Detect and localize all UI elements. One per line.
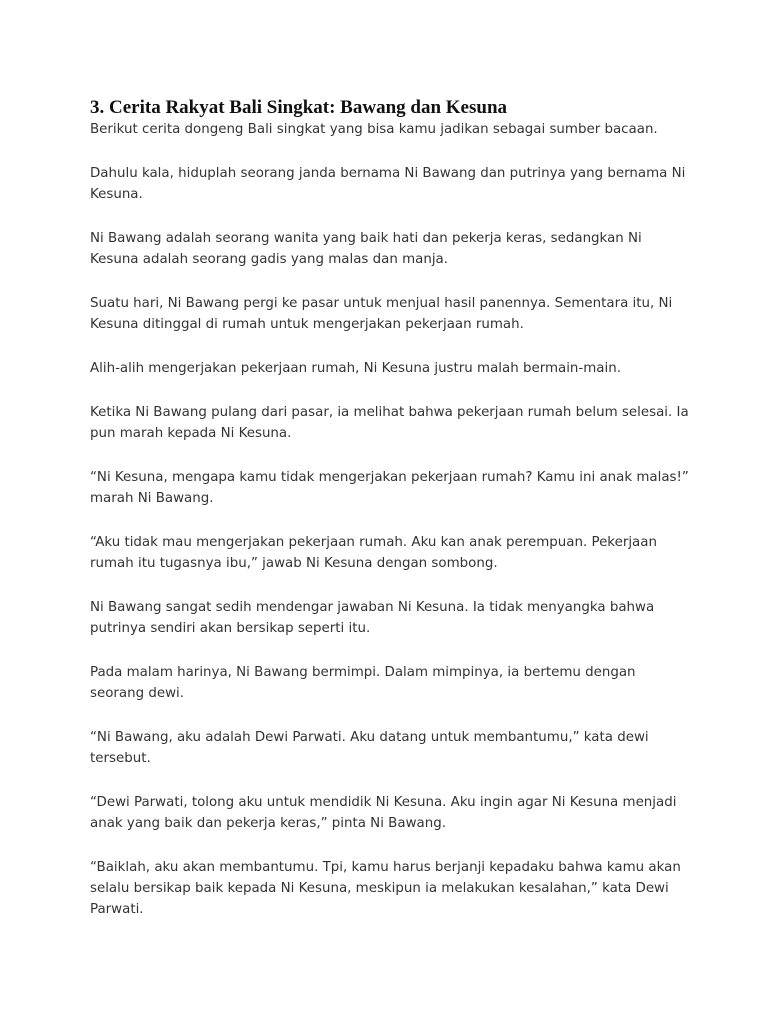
- document-title: 3. Cerita Rakyat Bali Singkat: Bawang dan Kesuna: [90, 97, 508, 118]
- story-paragraph: “Baiklah, aku akan membantumu. Tpi, kamu harus berjanji kepadaku bahwa kamu akan selalu bersikap baik kepada Ni Kesuna, meskipun ia melakukan kesalahan,” kata Dewi Parwati.: [90, 860, 681, 917]
- story-paragraph: Ni Bawang sangat sedih mendengar jawaban Ni Kesuna. Ia tidak menyangka bahwa putrinya sendiri akan bersikap seperti itu.: [90, 600, 655, 636]
- story-paragraph: “Aku tidak mau mengerjakan pekerjaan rumah. Aku kan anak perempuan. Pekerjaan rumah itu tugasnya ibu,” jawab Ni Kesuna dengan sombong.: [90, 535, 657, 571]
- story-paragraph: Ketika Ni Bawang pulang dari pasar, ia melihat bahwa pekerjaan rumah belum selesai. Ia pun marah kepada Ni Kesuna.: [90, 405, 689, 441]
- story-paragraph: “Dewi Parwati, tolong aku untuk mendidik Ni Kesuna. Aku ingin agar Ni Kesuna menjadi anak yang baik dan pekerja keras,” pinta Ni Bawang.: [90, 795, 677, 831]
- story-paragraph: Dahulu kala, hiduplah seorang janda bernama Ni Bawang dan putrinya yang bernama Ni Kesuna.: [90, 166, 686, 202]
- story-paragraph: Pada malam harinya, Ni Bawang bermimpi. Dalam mimpinya, ia bertemu dengan seorang dewi.: [90, 665, 636, 701]
- document-page: [90, 96, 690, 943]
- story-paragraph: Suatu hari, Ni Bawang pergi ke pasar untuk menjual hasil panennya. Sementara itu, Ni Kesuna ditinggal di rumah untuk mengerjakan pekerjaan rumah.: [90, 296, 673, 332]
- intro-paragraph: Berikut cerita dongeng Bali singkat yang bisa kamu jadikan sebagai sumber bacaan.: [90, 122, 658, 137]
- story-paragraph: Alih-alih mengerjakan pekerjaan rumah, Ni Kesuna justru malah bermain-main.: [90, 361, 621, 376]
- story-paragraph: “Ni Bawang, aku adalah Dewi Parwati. Aku datang untuk membantumu,” kata dewi tersebut.: [90, 730, 649, 766]
- story-paragraph: Ni Bawang adalah seorang wanita yang baik hati dan pekerja keras, sedangkan Ni Kesuna adalah seorang gadis yang malas dan manja.: [90, 231, 642, 267]
- story-paragraph: “Ni Kesuna, mengapa kamu tidak mengerjakan pekerjaan rumah? Kamu ini anak malas!” marah Ni Bawang.: [90, 470, 689, 506]
